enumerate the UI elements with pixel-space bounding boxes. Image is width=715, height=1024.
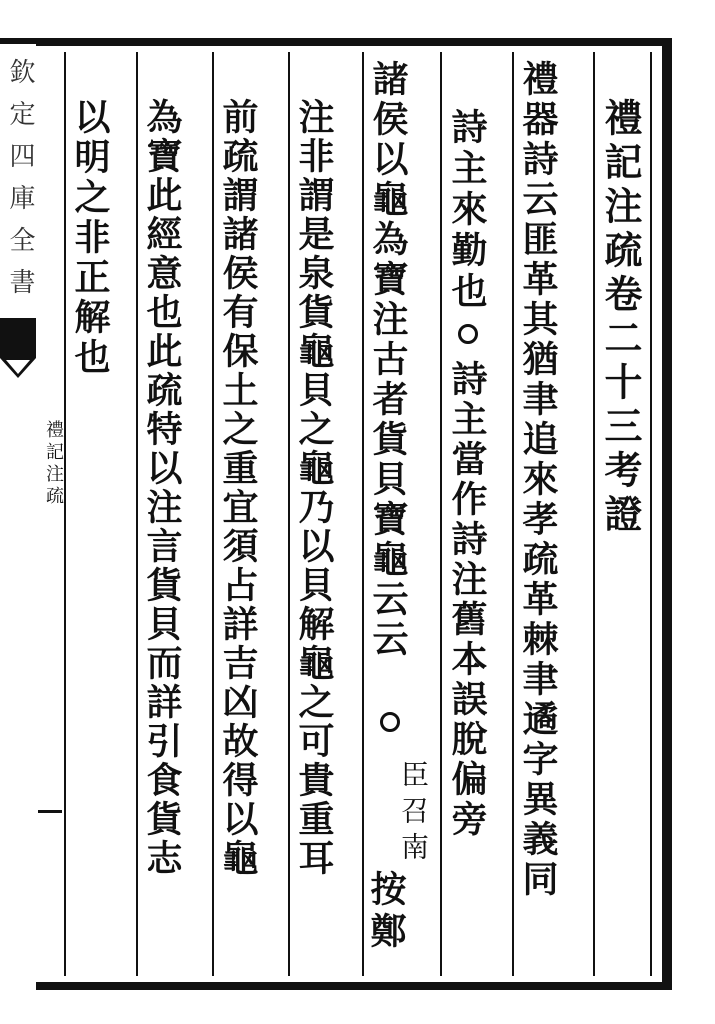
text-column-3c: 按鄭 bbox=[365, 870, 407, 954]
margin-label: 欽定四庫全書 bbox=[5, 58, 35, 310]
page-title-text: 禮記注疏卷二十三考證 bbox=[598, 98, 643, 538]
fish-tail-mark-icon bbox=[0, 318, 36, 398]
column-rule bbox=[440, 52, 442, 976]
frame-bottom-border bbox=[36, 982, 672, 990]
column-rule bbox=[136, 52, 138, 976]
column-rule bbox=[212, 52, 214, 976]
frame-inner-right-border bbox=[650, 52, 652, 976]
text-column-2a: 詩主來勤也 bbox=[446, 108, 488, 313]
column-rule bbox=[64, 52, 66, 976]
frame-right-border bbox=[662, 38, 672, 990]
left-margin-strip bbox=[0, 38, 36, 990]
column-rule bbox=[593, 52, 595, 976]
page-number-mark bbox=[38, 810, 62, 813]
text-column-1: 禮器詩云匪革其猶聿追來孝疏革棘聿遹字異義同 bbox=[517, 60, 559, 900]
margin-black-bar bbox=[0, 38, 36, 44]
column-rule bbox=[362, 52, 364, 976]
text-column-2b: 詩主當作詩注舊本誤脫偏旁 bbox=[446, 360, 488, 840]
text-column-4: 注非謂是泉貨龜貝之龜乃以貝解龜之可貴重耳 bbox=[293, 98, 335, 878]
column-rule bbox=[288, 52, 290, 976]
circle-mark bbox=[380, 712, 400, 732]
text-column-3a: 諸侯以龜為寶注古者貨貝寶龜云云 bbox=[367, 60, 409, 660]
text-column-5: 前疏謂諸侯有保土之重宜須占詳吉凶故得以龜 bbox=[217, 98, 259, 878]
gutter-label: 禮記注疏 bbox=[43, 420, 64, 508]
circle-mark bbox=[458, 324, 478, 344]
text-column-6: 為寶此經意也此疏特以注言貨貝而詳引食貨志 bbox=[141, 98, 183, 878]
text-column-7: 以明之非正解也 bbox=[69, 98, 111, 378]
text-column-3b: 臣召南 bbox=[397, 760, 430, 868]
column-rule bbox=[512, 52, 514, 976]
frame-top-border bbox=[36, 38, 672, 46]
